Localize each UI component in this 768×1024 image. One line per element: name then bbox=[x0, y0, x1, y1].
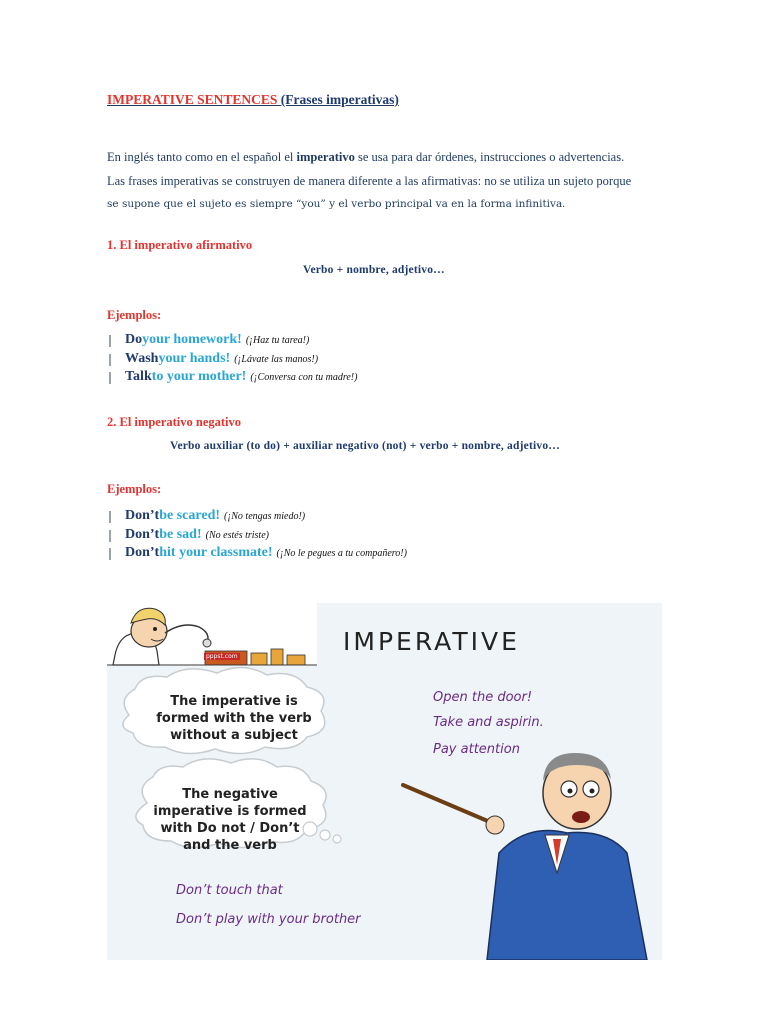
intro-line-1 bbox=[107, 150, 624, 165]
logo-watermark: pppst.com bbox=[206, 653, 238, 660]
example-verb: Wash bbox=[125, 350, 159, 366]
list-item bbox=[109, 508, 407, 527]
example-translation: (¡No tengas miedo!) bbox=[224, 511, 306, 522]
example-rest: your homework! bbox=[142, 332, 242, 347]
bullet-bar bbox=[109, 354, 111, 366]
imperative-illustration bbox=[107, 603, 662, 960]
list-item bbox=[109, 351, 357, 370]
bullet-bar bbox=[109, 335, 111, 347]
example-verb: Don’t bbox=[125, 526, 160, 542]
bullet-bar bbox=[109, 511, 111, 523]
example-rest: hit your classmate! bbox=[159, 545, 273, 560]
bottom-example: Don’t play with your brother bbox=[176, 912, 361, 927]
bullet-bar bbox=[109, 372, 111, 384]
example-rest: be sad! bbox=[159, 526, 202, 542]
cloud-1-text bbox=[148, 693, 320, 744]
cloud-2-line: The negative bbox=[182, 787, 278, 802]
cloud-2-line: imperative is formed bbox=[153, 804, 307, 819]
section2-formula: Verbo auxiliar (to do) + auxiliar negativo (not) + verbo + nombre, adjetivo… bbox=[170, 440, 560, 452]
example-rest: to your mother! bbox=[151, 369, 247, 384]
right-example: Pay attention bbox=[433, 742, 520, 757]
list-item bbox=[109, 369, 357, 388]
teacher-cartoon-icon bbox=[486, 753, 647, 960]
cloud-2-text bbox=[149, 786, 311, 854]
cloud-2-line: and the verb bbox=[183, 838, 277, 853]
example-translation: (¡Conversa con tu madre!) bbox=[250, 372, 358, 383]
list-item bbox=[109, 545, 407, 564]
section1-example-list bbox=[109, 332, 357, 388]
intro-line-1a: En inglés tanto como en el español el bbox=[107, 150, 297, 164]
cloud-2-line: with Do not / Don’t bbox=[160, 821, 300, 836]
section1-heading: 1. El imperativo afirmativo bbox=[107, 238, 253, 252]
list-item bbox=[109, 527, 407, 546]
section2-example-list bbox=[109, 508, 407, 564]
example-translation: (¡Lávate las manos!) bbox=[234, 353, 319, 365]
cloud-1-line: The imperative is bbox=[170, 694, 298, 709]
example-rest: your hands! bbox=[158, 350, 231, 366]
example-verb: Do bbox=[125, 332, 143, 347]
cloud-1-line: without a subject bbox=[170, 728, 298, 743]
section1-formula: Verbo + nombre, adjetivo… bbox=[303, 264, 445, 276]
pointer-stick bbox=[403, 785, 497, 825]
example-rest: be scared! bbox=[159, 508, 221, 523]
title-main: IMPERATIVE SENTENCES bbox=[107, 92, 278, 107]
title-sub: (Frases imperativas) bbox=[280, 92, 399, 107]
list-item bbox=[109, 332, 357, 351]
intro-line-3 bbox=[107, 198, 565, 210]
intro-line-2: Las frases imperativas se construyen de manera diferente a las afirmativas: no se utiliza un sujeto porque bbox=[107, 174, 632, 188]
example-translation: (¡Haz tu tarea!) bbox=[245, 335, 310, 346]
cloud-1-line: formed with the verb bbox=[156, 711, 312, 726]
document-title bbox=[107, 92, 399, 108]
example-translation: (¡No le pegues a tu compañero!) bbox=[276, 548, 407, 559]
example-verb: Talk bbox=[125, 369, 152, 384]
intro-bold-imperativo: imperativo bbox=[296, 150, 355, 164]
intro-line-1b: se usa para dar órdenes, instrucciones o advertencias. bbox=[354, 150, 625, 164]
example-translation: (No estés triste) bbox=[205, 529, 269, 541]
section2-heading: 2. El imperativo negativo bbox=[107, 415, 242, 429]
section1-examples-heading: Ejemplos: bbox=[107, 308, 162, 322]
illustration-title: IMPERATIVE bbox=[343, 627, 520, 656]
bullet-bar bbox=[109, 548, 111, 560]
illustration-graphics bbox=[107, 603, 662, 960]
intro-line-3a: se supone que el sujeto es siempre “you” y el verbo principal va en la forma infinitiva bbox=[107, 198, 563, 210]
intro-line-3b: . bbox=[562, 198, 566, 210]
right-example: Open the door! bbox=[433, 690, 533, 705]
example-verb: Don’t bbox=[125, 545, 160, 560]
right-example: Take and aspirin. bbox=[433, 715, 544, 730]
example-verb: Don’t bbox=[125, 508, 160, 523]
section2-examples-heading: Ejemplos: bbox=[107, 482, 162, 496]
bottom-example: Don’t touch that bbox=[176, 883, 283, 898]
bullet-bar bbox=[109, 530, 111, 542]
